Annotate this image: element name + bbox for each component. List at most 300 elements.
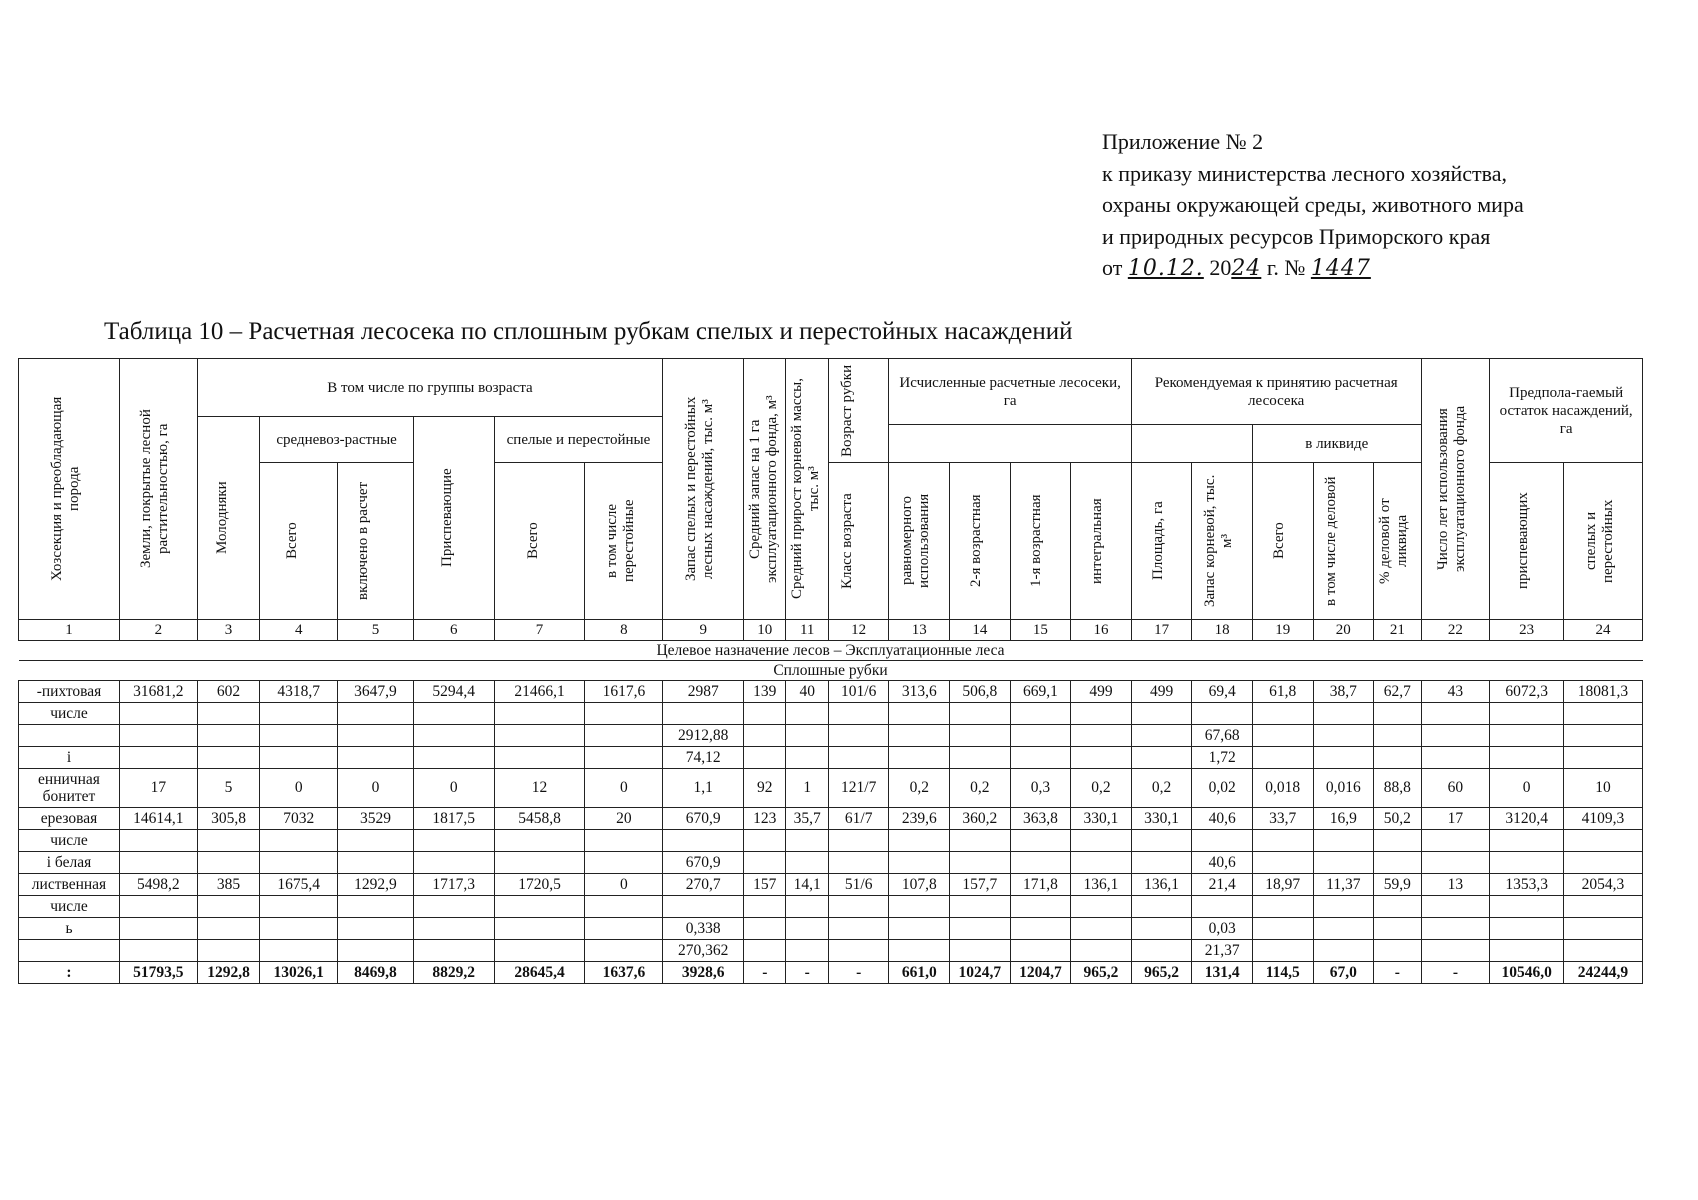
header-c4: Всего <box>260 463 338 620</box>
table-cell <box>786 725 828 747</box>
header-c17: Площадь, га <box>1131 463 1192 620</box>
table-cell: 131,4 <box>1192 962 1253 984</box>
table-cell: 313,6 <box>889 681 950 703</box>
table-cell <box>950 747 1011 769</box>
table-cell <box>1071 703 1132 725</box>
header-c1: Хозсекция и преобладающая порода <box>19 359 120 620</box>
header-c3: Молодняки <box>197 417 260 620</box>
table-cell: 965,2 <box>1071 962 1132 984</box>
table-cell <box>1252 747 1313 769</box>
table-cell <box>1421 896 1490 918</box>
table-cell: 669,1 <box>1010 681 1071 703</box>
table-cell <box>197 896 260 918</box>
header-c18: Запас корневой, тыс. м³ <box>1192 463 1253 620</box>
table-cell <box>1252 896 1313 918</box>
table-cell <box>260 918 338 940</box>
table-cell <box>828 703 889 725</box>
header-c11: Средний прирост корневой массы, тыс. м³ <box>786 359 828 620</box>
table-cell: 305,8 <box>197 808 260 830</box>
table-cell: 14614,1 <box>119 808 197 830</box>
table-cell <box>1490 940 1564 962</box>
table-cell: 0,016 <box>1313 769 1374 808</box>
table-cell <box>1421 940 1490 962</box>
table-cell <box>1192 896 1253 918</box>
header-calculated-cuts: Исчисленные расчетные лесосеки, га <box>889 359 1131 425</box>
table-cell: 0,02 <box>1192 769 1253 808</box>
row-label-cell <box>19 725 120 747</box>
header-c13-16-spacer <box>889 425 1131 463</box>
table-cell: 6072,3 <box>1490 681 1564 703</box>
table-cell: 62,7 <box>1374 681 1422 703</box>
header-recommended-cut: Рекомендуемая к принятию расчетная лесосека <box>1131 359 1421 425</box>
table-cell: 12 <box>494 769 585 808</box>
table-cell <box>786 896 828 918</box>
table-cell: 18,97 <box>1252 874 1313 896</box>
table-cell: 499 <box>1071 681 1132 703</box>
column-number: 3 <box>197 620 260 641</box>
table-cell: 157,7 <box>950 874 1011 896</box>
row-label-cell <box>19 940 120 962</box>
header-c19: Всего <box>1252 463 1313 620</box>
row-label-cell: числе <box>19 896 120 918</box>
table-cell: 92 <box>744 769 786 808</box>
table-cell <box>413 725 494 747</box>
table-cell <box>585 725 663 747</box>
column-number: 17 <box>1131 620 1192 641</box>
table-cell: 1617,6 <box>585 681 663 703</box>
table-cell <box>197 747 260 769</box>
table-cell: 965,2 <box>1131 962 1192 984</box>
table-cell <box>889 747 950 769</box>
annex-year-prefix: 20 <box>1209 255 1232 280</box>
table-cell <box>1490 703 1564 725</box>
table-cell <box>950 725 1011 747</box>
table-cell <box>786 852 828 874</box>
table-cell <box>413 703 494 725</box>
table-cell <box>494 830 585 852</box>
table-cell <box>585 896 663 918</box>
table-cell <box>260 940 338 962</box>
column-number: 15 <box>1010 620 1071 641</box>
table-cell <box>889 725 950 747</box>
table-cell <box>1374 852 1422 874</box>
table-cell <box>1563 830 1642 852</box>
table-cell <box>1131 747 1192 769</box>
table-cell: 107,8 <box>889 874 950 896</box>
table-cell: 0 <box>1490 769 1564 808</box>
table-cell <box>1252 703 1313 725</box>
column-number: 7 <box>494 620 585 641</box>
table-row <box>19 830 1643 852</box>
table-cell <box>338 896 414 918</box>
table-row <box>19 896 1643 918</box>
table-cell <box>1192 830 1253 852</box>
table-cell: 0,03 <box>1192 918 1253 940</box>
table-cell <box>1252 852 1313 874</box>
table-cell <box>950 918 1011 940</box>
header-c9: Запас спелых и перестойных лесных насаждений, тыс. м³ <box>663 359 744 620</box>
column-number: 5 <box>338 620 414 641</box>
header-c16: интегральная <box>1071 463 1132 620</box>
column-number: 6 <box>413 620 494 641</box>
table-cell: 0 <box>260 769 338 808</box>
table-cell <box>338 747 414 769</box>
table-cell <box>1192 703 1253 725</box>
table-cell <box>744 703 786 725</box>
header-c21: % деловой от ликвида <box>1374 463 1422 620</box>
table-cell <box>338 830 414 852</box>
table-cell <box>744 852 786 874</box>
table-cell <box>197 852 260 874</box>
table-cell <box>950 703 1011 725</box>
table-cell <box>1563 896 1642 918</box>
table-row <box>19 747 1643 769</box>
table-cell <box>1252 830 1313 852</box>
table-cell: 1353,3 <box>1490 874 1564 896</box>
table-cell <box>744 940 786 962</box>
table-cell: 1 <box>786 769 828 808</box>
annex-line-5 <box>1102 252 1662 285</box>
header-c7: Всего <box>494 463 585 620</box>
table-cell: 121/7 <box>828 769 889 808</box>
table-cell: 670,9 <box>663 808 744 830</box>
table-cell: - <box>744 962 786 984</box>
table-cell <box>1563 918 1642 940</box>
table-cell: 0,2 <box>1071 769 1132 808</box>
table-cell <box>1313 725 1374 747</box>
table-cell <box>119 896 197 918</box>
table-cell <box>494 747 585 769</box>
annex-prefix: от <box>1102 255 1123 280</box>
table-cell: - <box>828 962 889 984</box>
table-cell: 506,8 <box>950 681 1011 703</box>
table-cell: - <box>786 962 828 984</box>
table-cell <box>1010 747 1071 769</box>
table-cell <box>663 830 744 852</box>
allowable-cut-table <box>18 358 1643 984</box>
table-cell: 136,1 <box>1131 874 1192 896</box>
row-label-cell: : <box>19 962 120 984</box>
table-row <box>19 703 1643 725</box>
table-cell <box>950 896 1011 918</box>
table-cell: 4318,7 <box>260 681 338 703</box>
header-felling-age: Возраст рубки <box>828 359 889 463</box>
row-label-cell: числе <box>19 830 120 852</box>
table-cell <box>744 830 786 852</box>
annex-number-handwritten: 1447 <box>1310 256 1371 281</box>
table-cell <box>1071 725 1132 747</box>
table-cell <box>338 918 414 940</box>
table-cell: 40,6 <box>1192 852 1253 874</box>
header-c13: равномерного использования <box>889 463 950 620</box>
column-number: 2 <box>119 620 197 641</box>
table-row <box>19 940 1643 962</box>
table-cell: 0 <box>585 769 663 808</box>
table-cell: 74,12 <box>663 747 744 769</box>
table-cell <box>786 918 828 940</box>
table-cell: 24244,9 <box>1563 962 1642 984</box>
table-cell <box>119 747 197 769</box>
table-cell: 8469,8 <box>338 962 414 984</box>
table-cell <box>950 940 1011 962</box>
table-cell <box>744 918 786 940</box>
table-cell <box>1490 747 1564 769</box>
table-cell <box>1010 918 1071 940</box>
table-cell <box>197 940 260 962</box>
table-cell: 101/6 <box>828 681 889 703</box>
table-cell <box>119 918 197 940</box>
table-cell: 5498,2 <box>119 874 197 896</box>
column-number: 16 <box>1071 620 1132 641</box>
table-cell <box>260 852 338 874</box>
table-cell: 270,362 <box>663 940 744 962</box>
table-cell: 5 <box>197 769 260 808</box>
table-cell <box>1131 830 1192 852</box>
table-cell: 21466,1 <box>494 681 585 703</box>
column-number: 20 <box>1313 620 1374 641</box>
table-body <box>19 681 1643 984</box>
table-cell <box>828 852 889 874</box>
table-cell: 330,1 <box>1071 808 1132 830</box>
table-cell <box>663 896 744 918</box>
header-c22: Число лет использования эксплуатационного фонда <box>1421 359 1490 620</box>
table-cell: 1817,5 <box>413 808 494 830</box>
table-cell <box>1421 918 1490 940</box>
column-number: 13 <box>889 620 950 641</box>
header-c20: в том числе деловой <box>1313 463 1374 620</box>
header-middle-aged: средневоз-растные <box>260 417 413 463</box>
table-cell: 5458,8 <box>494 808 585 830</box>
table-cell: 0 <box>585 874 663 896</box>
table-cell <box>585 747 663 769</box>
table-cell <box>119 852 197 874</box>
table-cell <box>1490 918 1564 940</box>
table-cell: 7032 <box>260 808 338 830</box>
table-cell <box>1131 852 1192 874</box>
table-cell: 1024,7 <box>950 962 1011 984</box>
table-cell <box>828 940 889 962</box>
table-cell: 43 <box>1421 681 1490 703</box>
table-cell <box>1374 703 1422 725</box>
table-cell <box>1313 918 1374 940</box>
row-label-cell: і <box>19 747 120 769</box>
table-cell <box>1563 940 1642 962</box>
table-cell <box>889 703 950 725</box>
table-row <box>19 918 1643 940</box>
table-cell: 385 <box>197 874 260 896</box>
header-c15: 1-я возрастная <box>1010 463 1071 620</box>
header-c2: Земли, покрытые лесной растительностью, га <box>119 359 197 620</box>
table-cell <box>828 747 889 769</box>
table-cell: 16,9 <box>1313 808 1374 830</box>
column-number: 23 <box>1490 620 1564 641</box>
table-cell: 13026,1 <box>260 962 338 984</box>
table-cell <box>585 918 663 940</box>
table-cell <box>744 747 786 769</box>
table-cell <box>413 830 494 852</box>
table-cell <box>950 830 1011 852</box>
table-cell: 67,0 <box>1313 962 1374 984</box>
table-cell <box>1010 725 1071 747</box>
table-cell: 670,9 <box>663 852 744 874</box>
table-cell: 2912,88 <box>663 725 744 747</box>
table-cell <box>119 940 197 962</box>
table-cell <box>260 830 338 852</box>
column-number: 1 <box>19 620 120 641</box>
table-cell: 0,2 <box>889 769 950 808</box>
table-cell <box>786 703 828 725</box>
table-cell: 11,37 <box>1313 874 1374 896</box>
table-cell: 363,8 <box>1010 808 1071 830</box>
header-c12: Класс возраста <box>828 463 889 620</box>
table-cell: 270,7 <box>663 874 744 896</box>
table-cell <box>494 940 585 962</box>
table-cell: 157 <box>744 874 786 896</box>
table-cell: 5294,4 <box>413 681 494 703</box>
table-cell: 360,2 <box>950 808 1011 830</box>
table-cell <box>1490 725 1564 747</box>
header-age-groups: В том числе по группы возраста <box>197 359 663 417</box>
table-cell <box>1131 918 1192 940</box>
column-numbers-row <box>19 620 1643 641</box>
table-cell: 21,37 <box>1192 940 1253 962</box>
column-number: 10 <box>744 620 786 641</box>
table-cell: 10546,0 <box>1490 962 1564 984</box>
column-number: 11 <box>786 620 828 641</box>
table-row <box>19 681 1643 703</box>
table-row <box>19 852 1643 874</box>
table-cell: 51/6 <box>828 874 889 896</box>
table-cell <box>786 747 828 769</box>
table-cell <box>1313 896 1374 918</box>
table-cell: 60 <box>1421 769 1490 808</box>
table-cell <box>1010 852 1071 874</box>
table-cell: 123 <box>744 808 786 830</box>
column-number: 18 <box>1192 620 1253 641</box>
header-c5: включено в расчет <box>338 463 414 620</box>
table-cell <box>1131 896 1192 918</box>
table-cell: 14,1 <box>786 874 828 896</box>
table-cell: 8829,2 <box>413 962 494 984</box>
row-label-cell: і белая <box>19 852 120 874</box>
table-cell <box>1252 940 1313 962</box>
table-cell: 1204,7 <box>1010 962 1071 984</box>
table-cell <box>1131 725 1192 747</box>
table-cell: 3647,9 <box>338 681 414 703</box>
table-cell <box>1071 747 1132 769</box>
table-cell: 3120,4 <box>1490 808 1564 830</box>
row-label-cell: енничная бонитет <box>19 769 120 808</box>
table-cell <box>585 852 663 874</box>
table-cell: 17 <box>119 769 197 808</box>
table-cell <box>1313 747 1374 769</box>
table-cell: 499 <box>1131 681 1192 703</box>
table-row <box>19 725 1643 747</box>
table-cell <box>413 852 494 874</box>
table-cell: 17 <box>1421 808 1490 830</box>
table-cell: 0,338 <box>663 918 744 940</box>
table-cell: - <box>1374 962 1422 984</box>
table-cell <box>1563 852 1642 874</box>
table-cell: 330,1 <box>1131 808 1192 830</box>
table-cell: 0,2 <box>1131 769 1192 808</box>
table-cell <box>828 896 889 918</box>
table-cell <box>1313 940 1374 962</box>
annex-line-2: к приказу министерства лесного хозяйства, <box>1102 160 1508 186</box>
table-cell <box>1071 830 1132 852</box>
table-cell: 33,7 <box>1252 808 1313 830</box>
table-cell <box>1563 703 1642 725</box>
table-row <box>19 874 1643 896</box>
table-cell: 10 <box>1563 769 1642 808</box>
table-cell: 59,9 <box>1374 874 1422 896</box>
table-cell <box>1313 703 1374 725</box>
table-cell <box>1374 940 1422 962</box>
table-cell <box>260 896 338 918</box>
table-cell <box>828 725 889 747</box>
annex-line-1: Приложение № 2 <box>1102 129 1264 154</box>
table-cell: 1637,6 <box>585 962 663 984</box>
table-cell: 0 <box>413 769 494 808</box>
table-cell <box>744 725 786 747</box>
table-cell <box>119 703 197 725</box>
table-cell <box>260 725 338 747</box>
table-cell <box>494 896 585 918</box>
table-cell: 1,72 <box>1192 747 1253 769</box>
header-c14: 2-я возрастная <box>950 463 1011 620</box>
table-cell <box>585 703 663 725</box>
annex-line-3: охраны окружающей среды, животного мира <box>1102 192 1524 217</box>
table-cell: 3529 <box>338 808 414 830</box>
table-cell <box>1563 725 1642 747</box>
row-label-cell: лиственная <box>19 874 120 896</box>
column-number: 12 <box>828 620 889 641</box>
table-cell <box>585 830 663 852</box>
header-c10: Средний запас на 1 га эксплуатационного фонда, м³ <box>744 359 786 620</box>
table-title: Таблица 10 – Расчетная лесосека по сплошным рубкам спелых и перестойных насаждений <box>104 318 1073 345</box>
table-cell <box>1490 896 1564 918</box>
table-cell <box>197 703 260 725</box>
forest-purpose-band: Целевое назначение лесов – Эксплуатационные леса <box>19 641 1643 661</box>
table-cell: 0 <box>338 769 414 808</box>
table-cell: 4109,3 <box>1563 808 1642 830</box>
table-cell <box>828 830 889 852</box>
table-cell <box>889 940 950 962</box>
header-c23: приспевающих <box>1490 463 1564 620</box>
clear-cut-band: Сплошные рубки <box>19 661 1643 681</box>
table-cell <box>1563 747 1642 769</box>
table-cell <box>1010 940 1071 962</box>
table-row <box>19 769 1643 808</box>
header-c17-18-spacer <box>1131 425 1252 463</box>
table-cell <box>889 896 950 918</box>
table-cell <box>1374 830 1422 852</box>
table-cell <box>338 940 414 962</box>
table-cell <box>494 918 585 940</box>
table-cell: 1675,4 <box>260 874 338 896</box>
table-cell <box>663 703 744 725</box>
table-cell: 67,68 <box>1192 725 1253 747</box>
table-cell <box>197 830 260 852</box>
table-cell: 61/7 <box>828 808 889 830</box>
column-number: 9 <box>663 620 744 641</box>
table-cell <box>1071 940 1132 962</box>
table-cell <box>1374 918 1422 940</box>
table-cell: 88,8 <box>1374 769 1422 808</box>
table-cell <box>197 918 260 940</box>
table-cell <box>786 940 828 962</box>
table-cell: 18081,3 <box>1563 681 1642 703</box>
